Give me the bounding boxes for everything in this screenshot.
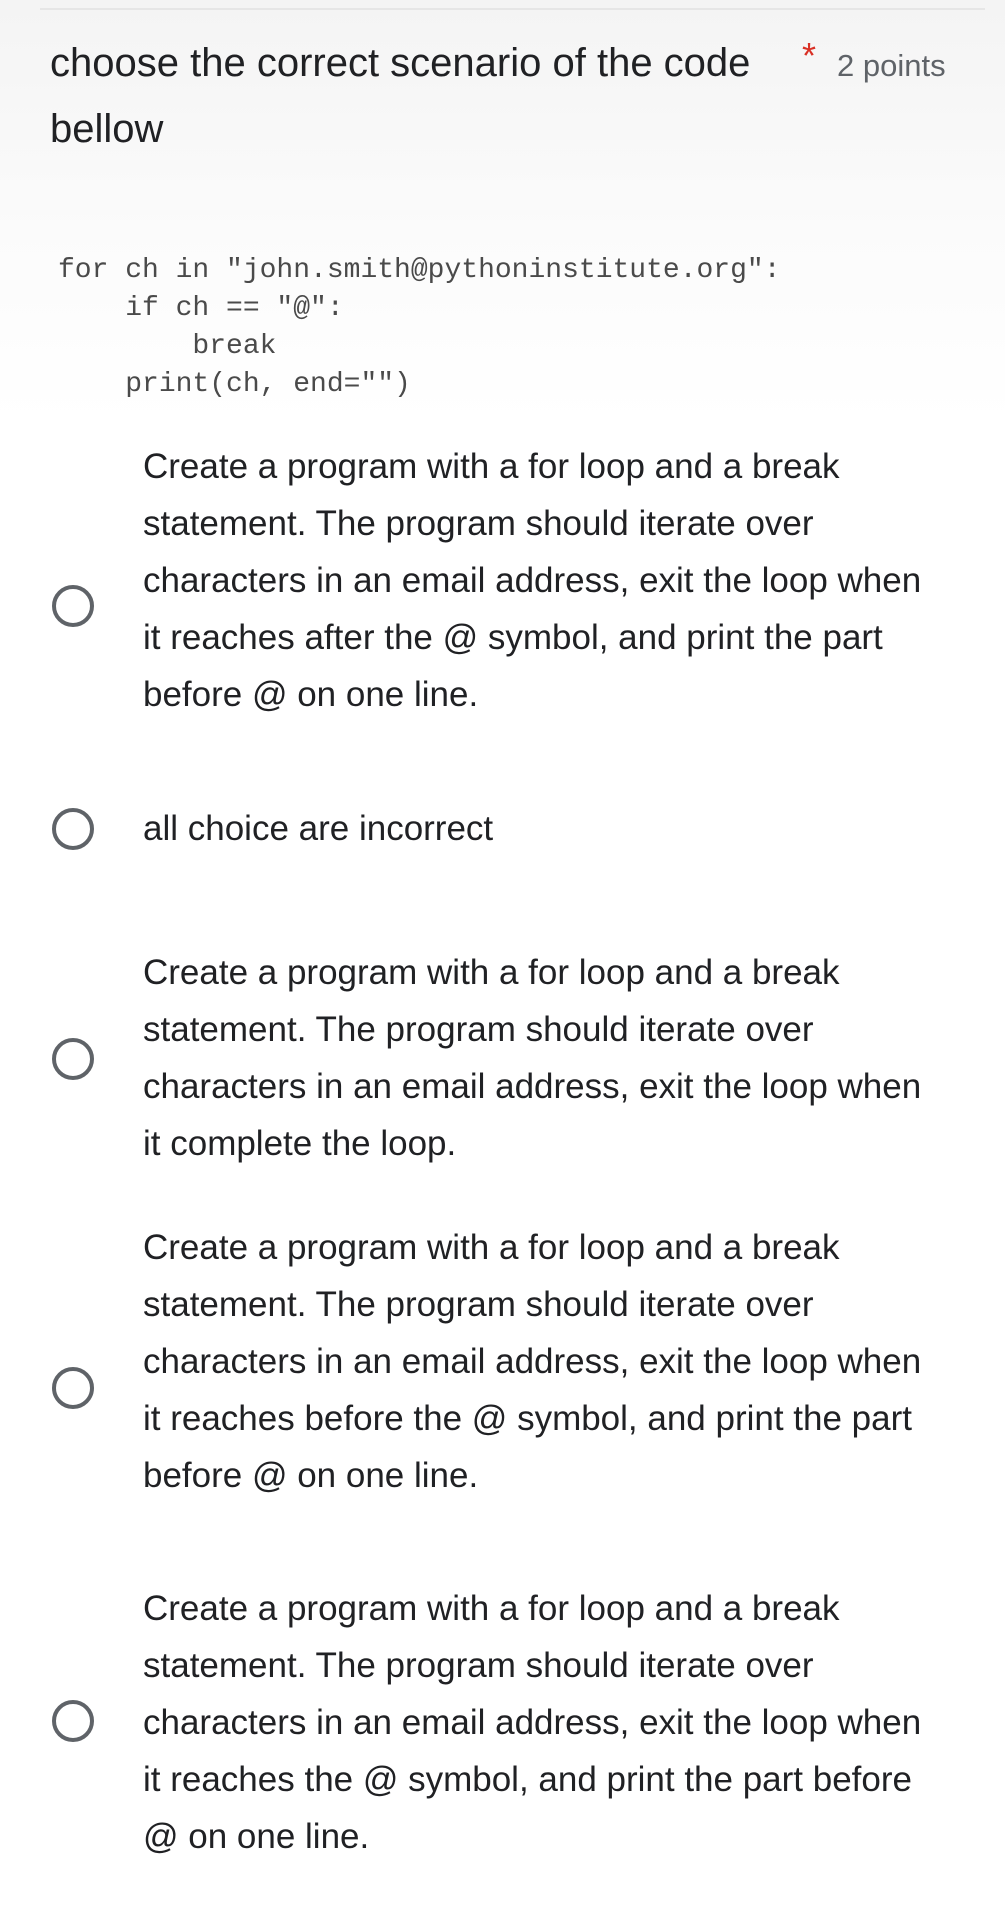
radio-unchecked-icon[interactable] xyxy=(52,1700,94,1742)
points-label: 2 points xyxy=(837,48,946,83)
code-snippet xyxy=(58,252,958,404)
option-label: Create a program with a for loop and a break statement. The program should iterate over characters in an email address, exit the loop when it reaches after the @ symbol, and print the part before @ on one line. xyxy=(143,447,922,714)
radio-unchecked-icon[interactable] xyxy=(52,585,94,627)
option-3[interactable] xyxy=(0,900,1005,1175)
radio-unchecked-icon[interactable] xyxy=(52,808,94,850)
option-label: Create a program with a for loop and a break statement. The program should iterate over characters in an email address, exit the loop when it reaches the @ symbol, and print the part before @ on one line. xyxy=(143,1589,922,1856)
code-line: print(ch, end="") xyxy=(58,369,411,400)
option-4[interactable] xyxy=(0,1175,1005,1560)
option-label: Create a program with a for loop and a break statement. The program should iterate over characters in an email address, exit the loop when it complete the loop. xyxy=(143,953,922,1163)
code-line: if ch == "@": xyxy=(58,293,344,324)
option-5[interactable] xyxy=(0,1560,1005,1860)
option-label: Create a program with a for loop and a break statement. The program should iterate over characters in an email address, exit the loop when it reaches before the @ symbol, and print the part before @ on one line. xyxy=(143,1228,922,1495)
question-title: choose the correct scenario of the code bellow xyxy=(50,41,751,151)
code-line: for ch in "john.smith@pythoninstitute.org": xyxy=(58,255,781,286)
required-marker: * xyxy=(802,35,817,76)
option-1[interactable] xyxy=(0,420,1005,800)
code-line: break xyxy=(58,331,277,362)
question-header xyxy=(50,30,970,170)
option-2[interactable] xyxy=(0,800,1005,900)
radio-unchecked-icon[interactable] xyxy=(52,1367,94,1409)
options-list xyxy=(0,420,1005,1860)
radio-unchecked-icon[interactable] xyxy=(52,1038,94,1080)
option-label: all choice are incorrect xyxy=(143,809,494,848)
card-divider xyxy=(40,8,985,10)
